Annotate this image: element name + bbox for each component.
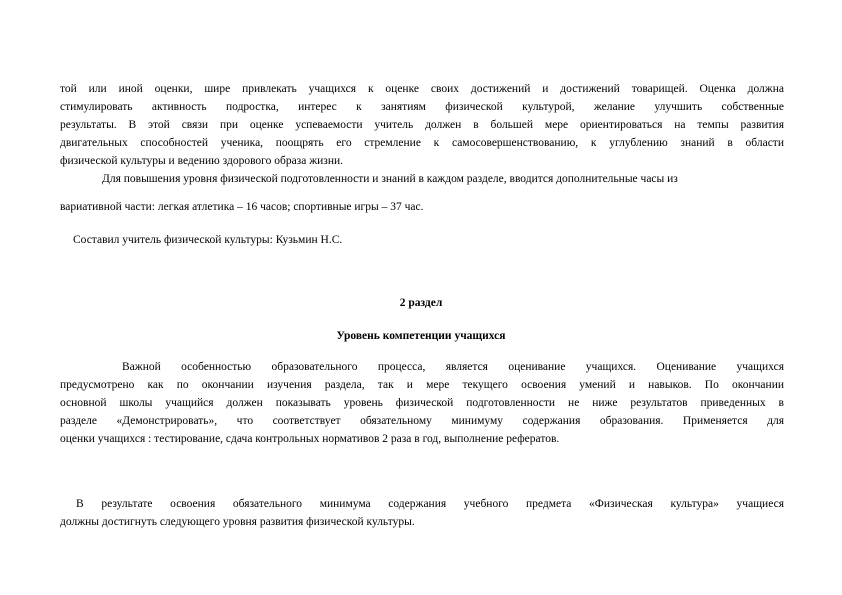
text-line: В результате освоения обязательного минимума содержания учебного предмета «Физическая культура» учащиеся: [76, 498, 784, 510]
text-line: двигательных способностей ученика, поощрять его стремление к самосовершенствованию, к углублению знаний в области: [60, 137, 784, 149]
text-line: физической культуры и ведению здорового образа жизни.: [60, 155, 344, 167]
section-title: Уровень компетенции учащихся: [336, 330, 506, 342]
text-line: вариативной части: легкая атлетика – 16 часов; спортивные игры – 37 час.: [60, 201, 424, 213]
paragraph-extra-hours: [60, 170, 784, 216]
text-line: основной школы учащийся должен показывать уровень физической подготовленности не ниже результатов приведенных в: [60, 397, 784, 409]
text-line: должны достигнуть следующего уровня развития физической культуры.: [60, 516, 415, 528]
author-line: [73, 231, 673, 249]
text-line: разделе «Демонстрировать», что соответствует обязательному минимуму содержания образования. Применяется для: [60, 415, 784, 427]
author-text: Составил учитель физической культуры: Кузьмин Н.С.: [73, 234, 343, 246]
text-line: Для повышения уровня физической подготовленности и знаний в каждом разделе, вводится дополнительные часы из: [102, 173, 678, 185]
text-line: Важной особенностью образовательного процесса, является оценивание учащихся. Оценивание учащихся: [122, 361, 784, 373]
section-number: 2 раздел: [399, 297, 443, 309]
text-line: результаты. В этой связи при оценке успеваемости учитель должен в большей мере ориентироваться на темпы развития: [60, 119, 784, 131]
paragraph-evaluation: [60, 358, 784, 448]
text-line: той или иной оценки, шире привлекать учащихся к оценке своих достижений и достижений товарищей. Оценка должна: [60, 83, 784, 95]
text-line: оценки учащихся : тестирование, сдача контрольных нормативов 2 раза в год, выполнение рефератов.: [60, 433, 560, 445]
paragraph-learning-outcomes: [60, 495, 784, 531]
text-line: стимулировать активность подростка, интерес к занятиям физической культурой, желание улучшить собственные: [60, 101, 784, 113]
paragraph-assessment-intro: [60, 80, 784, 170]
text-line: предусмотрено как по окончании изучения раздела, так и мере текущего освоения умений и навыков. По окончании: [60, 379, 784, 391]
